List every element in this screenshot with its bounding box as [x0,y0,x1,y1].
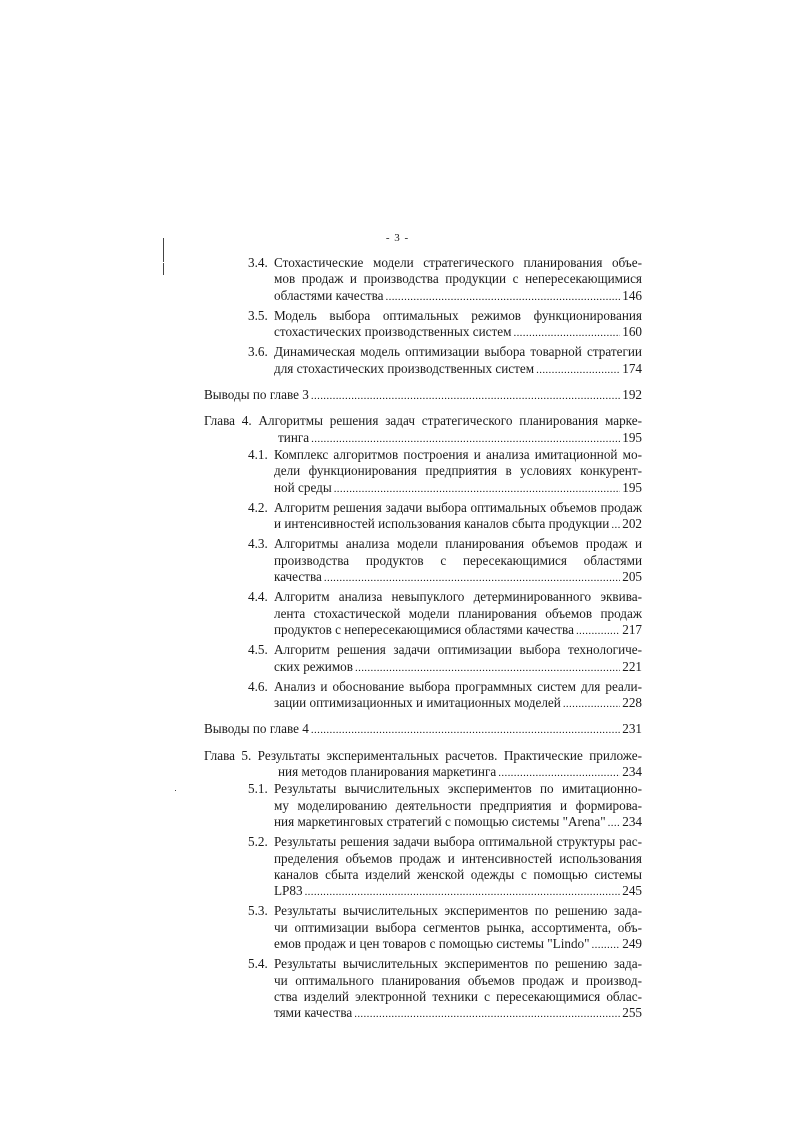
entry-page-number: 195 [622,479,642,495]
entry-title-end: ния методов планирования маркетинга [278,764,497,780]
entry-title-line: Алгоритм анализа невыпуклого детерминированного эквива- [274,589,642,605]
entry-title-end: ния маркетинговых стратегий с помощью системы "Arena" [274,813,606,829]
entry-title-line: пределения объемов продаж и интенсивностей использования [274,850,642,866]
entry-title-line: Алгоритмы анализа модели планирования объемов продаж и [274,536,642,552]
entry-title-line: Алгоритм решения задачи выбора оптимальных объемов продаж [274,499,642,515]
dot-leader [576,622,620,639]
entry-title-line: ства изделий электронной техники с пересекающимися облас- [274,988,642,1004]
entry-title-line: Модель выбора оптимальных режимов функционирования [274,307,642,323]
toc-entry [204,387,642,404]
toc-entry [248,500,642,534]
entry-title-line: лента стохастической модели планирования объемов продаж [274,605,642,621]
entry-number: 3.6. [248,344,268,360]
entry-number: 5.1. [248,781,268,797]
entry-title-line: Динамическая модель оптимизации выбора товарной стратегии [274,344,642,360]
entry-title-line: Комплекс алгоритмов построения и анализа имитационной мо- [274,446,642,462]
entry-page-number: 249 [622,935,642,951]
entry-body [274,344,642,378]
entry-page-number: 202 [622,516,642,532]
entry-title-end: ских режимов [274,658,353,674]
entry-page-number: 205 [622,569,642,585]
entry-body [274,834,642,900]
toc-entry [248,956,642,1022]
dot-leader [354,1005,620,1022]
entry-title-end: емов продаж и цен товаров с помощью системы "Lindo" [274,935,590,951]
toc-entry [248,903,642,953]
entry-last-line [204,430,642,447]
entry-body [204,413,642,447]
entry-title-end: для стохастических производственных систем [274,360,535,376]
toc-entry [248,679,642,713]
dot-leader [608,814,621,831]
entry-title-end: продуктов с непересекающимися областями качества [274,621,574,637]
toc-entry [248,834,642,900]
scan-dot [175,790,176,791]
entry-title-line: дели функционирования предприятия в условиях конкурент- [274,463,642,479]
toc-entry [248,308,642,342]
toc-entry [204,413,642,447]
entry-title-end: стохастических производственных систем [274,324,512,340]
entry-title-end: тинга [278,429,310,445]
dot-leader [536,361,620,378]
entry-body [274,447,642,497]
entry-last-line [204,387,642,404]
entry-page-number: 228 [622,695,642,711]
entry-title-line: му моделированию деятельности предприятия и формирова- [274,797,642,813]
entry-title-line: каналов сбыта изделий женской одежды с помощью системы [274,866,642,882]
scan-mark-left-bottom [163,263,164,275]
entry-number: 5.4. [248,956,268,972]
dot-leader [592,936,621,953]
entry-title-line: Алгоритм решения задачи оптимизации выбора технологиче- [274,642,642,658]
entry-last-line [274,936,642,953]
dot-leader [563,695,620,712]
entry-page-number: 160 [622,324,642,340]
entry-body [274,956,642,1022]
entry-body [274,536,642,586]
entry-page-number: 245 [622,883,642,899]
entry-title-line: чи оптимизации выбора сегментов рынка, ассортимента, объ- [274,919,642,935]
entry-body [274,679,642,713]
entry-last-line [274,516,642,533]
entry-title-end: качества [274,569,322,585]
entry-title-end: ной среды [274,479,332,495]
entry-body [274,500,642,534]
entry-number: 4.5. [248,642,268,658]
entry-last-line [204,764,642,781]
entry-last-line [274,288,642,305]
entry-title-line: Анализ и обоснование выбора программных систем для реали- [274,678,642,694]
entry-title-end: и интенсивностей использования каналов сбыта продукции [274,516,610,532]
entry-last-line [274,324,642,341]
toc-entry [248,344,642,378]
entry-title-end: тями качества [274,1005,353,1021]
entry-body [274,308,642,342]
dot-leader [334,480,621,497]
entry-last-line [274,622,642,639]
entry-title-line: производства продуктов с пересекающимися областями [274,552,642,568]
entry-body [274,255,642,305]
entry-page-number: 146 [622,287,642,303]
entry-title-end: LP83 [274,883,303,899]
entry-title-line: Результаты вычислительных экспериментов по решению зада- [274,956,642,972]
entry-number: 4.4. [248,589,268,605]
entry-number: 3.4. [248,255,268,270]
entry-body [274,642,642,676]
table-of-contents [204,255,642,1025]
toc-entry [248,536,642,586]
page-number: - 3 - [385,232,410,244]
entry-number: 4.1. [248,446,268,462]
entry-last-line [204,721,642,738]
entry-title-line: Глава 5. Результаты экспериментальных расчетов. Практические приложе- [204,747,642,763]
entry-last-line [274,695,642,712]
dot-leader [355,659,620,676]
entry-last-line [274,659,642,676]
entry-title-end: Выводы по главе 4 [204,721,309,737]
entry-body [204,387,642,404]
entry-page-number: 174 [622,360,642,376]
entry-number: 5.3. [248,903,268,919]
entry-last-line [274,883,642,900]
entry-last-line [274,480,642,497]
dot-leader [311,721,620,738]
entry-body [204,748,642,782]
entry-page-number: 192 [622,387,642,403]
dot-leader [611,516,620,533]
entry-title-line: чи оптимального планирования объемов продаж и производ- [274,972,642,988]
entry-title-end: Выводы по главе 3 [204,387,309,403]
entry-number: 4.6. [248,678,268,694]
entry-title-line: Результаты вычислительных экспериментов по имитационно- [274,781,642,797]
entry-body [274,781,642,831]
entry-title-line: Глава 4. Алгоритмы решения задач стратегического планирования марке- [204,413,642,429]
entry-number: 4.3. [248,536,268,552]
dot-leader [311,430,620,447]
entry-body [274,903,642,953]
entry-title-end: областями качества [274,287,384,303]
entry-last-line [274,1005,642,1022]
entry-page-number: 221 [622,658,642,674]
dot-leader [498,764,620,781]
entry-number: 5.2. [248,834,268,850]
toc-entry [248,255,642,305]
toc-entry [204,721,642,738]
entry-page-number: 234 [622,813,642,829]
toc-entry [204,748,642,782]
entry-page-number: 195 [622,429,642,445]
entry-title-end: зации оптимизационных и имитационных моделей [274,695,561,711]
entry-number: 4.2. [248,499,268,515]
entry-body [204,721,642,738]
entry-page-number: 217 [622,621,642,637]
dot-leader [311,387,620,404]
entry-page-number: 234 [622,764,642,780]
toc-entry [248,589,642,639]
entry-page-number: 231 [622,721,642,737]
dot-leader [386,288,621,305]
toc-entry [248,642,642,676]
entry-title-line: Результаты решения задачи выбора оптимальной структуры рас- [274,834,642,850]
entry-last-line [274,569,642,586]
entry-body [274,589,642,639]
toc-entry [248,781,642,831]
dot-leader [324,569,620,586]
dot-leader [513,324,620,341]
entry-page-number: 255 [622,1005,642,1021]
toc-entry [248,447,642,497]
entry-title-line: Стохастические модели стратегического планирования объе- [274,255,642,270]
entry-last-line [274,814,642,831]
entry-number: 3.5. [248,307,268,323]
entry-last-line [274,361,642,378]
entry-title-line: мов продаж и производства продукции с непересекающимися [274,271,642,287]
dot-leader [305,883,621,900]
entry-title-line: Результаты вычислительных экспериментов по решению зада- [274,903,642,919]
